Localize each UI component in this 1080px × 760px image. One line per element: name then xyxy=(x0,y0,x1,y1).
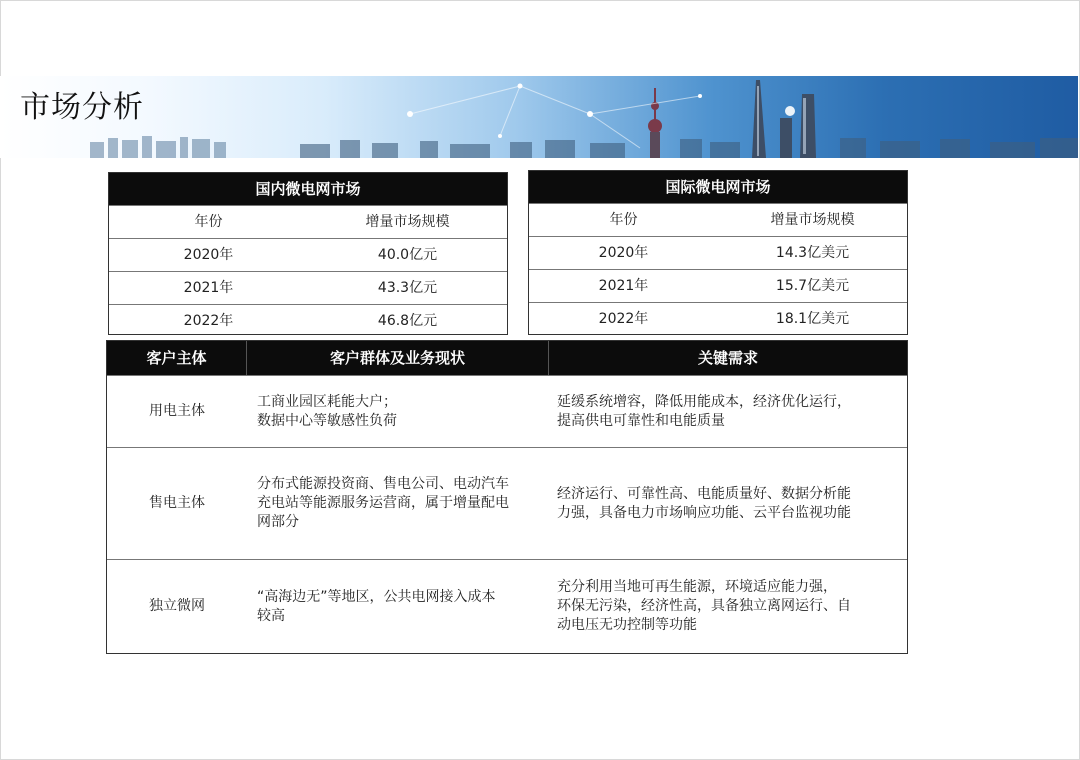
subject-cell: 独立微网 xyxy=(149,598,205,614)
subject-cell: 用电主体 xyxy=(149,403,205,419)
table-header: 国际微电网市场 xyxy=(529,171,907,203)
year-cell: 2021年 xyxy=(598,278,649,294)
table-row xyxy=(107,559,907,653)
header-banner-image xyxy=(0,76,1078,158)
table-row xyxy=(107,447,907,559)
year-cell: 2022年 xyxy=(183,313,234,329)
value-cell: 43.3亿元 xyxy=(377,280,438,296)
customer-table xyxy=(106,340,908,654)
table-row xyxy=(107,375,907,447)
year-cell: 2020年 xyxy=(598,245,649,261)
table-row xyxy=(529,269,907,302)
needs-cell: 充分利用当地可再生能源，环境适应能力强， 环保无污染，经济性高，具备独立离网运行、自 动电压无功控制等功能 xyxy=(557,579,851,633)
needs-cell: 经济运行、可靠性高、电能质量好、数据分析能 力强，具备电力市场响应功能、云平台监视功能 xyxy=(557,485,851,521)
table-row xyxy=(109,238,507,271)
table-header: 国内微电网市场 xyxy=(109,173,507,205)
subject-cell: 售电主体 xyxy=(149,495,205,511)
table-column-headers xyxy=(109,205,507,238)
value-cell: 15.7亿美元 xyxy=(775,278,850,294)
column-header-subject: 客户主体 xyxy=(107,341,247,375)
value-cell: 18.1亿美元 xyxy=(775,311,850,327)
table-row xyxy=(109,271,507,304)
table-row xyxy=(529,236,907,269)
year-cell: 2022年 xyxy=(598,311,649,327)
year-cell: 2021年 xyxy=(183,280,234,296)
value-cell: 46.8亿元 xyxy=(377,313,438,329)
group-cell: “高海边无”等地区，公共电网接入成本 较高 xyxy=(257,588,496,624)
table-row xyxy=(109,304,507,337)
value-cell: 40.0亿元 xyxy=(377,247,438,263)
page-title: 市场分析 xyxy=(20,90,144,125)
column-header-year: 年份 xyxy=(194,214,223,230)
column-header-year: 年份 xyxy=(609,212,638,228)
value-cell: 14.3亿美元 xyxy=(775,245,850,261)
domestic-market-table xyxy=(108,172,508,335)
customer-table-header xyxy=(107,341,907,375)
table-column-headers xyxy=(529,203,907,236)
international-market-table xyxy=(528,170,908,335)
group-cell: 工商业园区耗能大户； 数据中心等敏感性负荷 xyxy=(257,393,397,429)
table-row xyxy=(529,302,907,335)
column-header-needs: 关键需求 xyxy=(697,349,758,367)
column-header-scale: 增量市场规模 xyxy=(365,214,450,230)
column-header-scale: 增量市场规模 xyxy=(770,212,855,228)
column-header-group: 客户群体及业务现状 xyxy=(247,341,549,375)
group-cell: 分布式能源投资商、售电公司、电动汽车 充电站等能源服务运营商，属于增量配电 网部分 xyxy=(257,476,509,530)
needs-cell: 延缓系统增容，降低用能成本，经济优化运行， 提高供电可靠性和电能质量 xyxy=(557,393,851,429)
year-cell: 2020年 xyxy=(183,247,234,263)
